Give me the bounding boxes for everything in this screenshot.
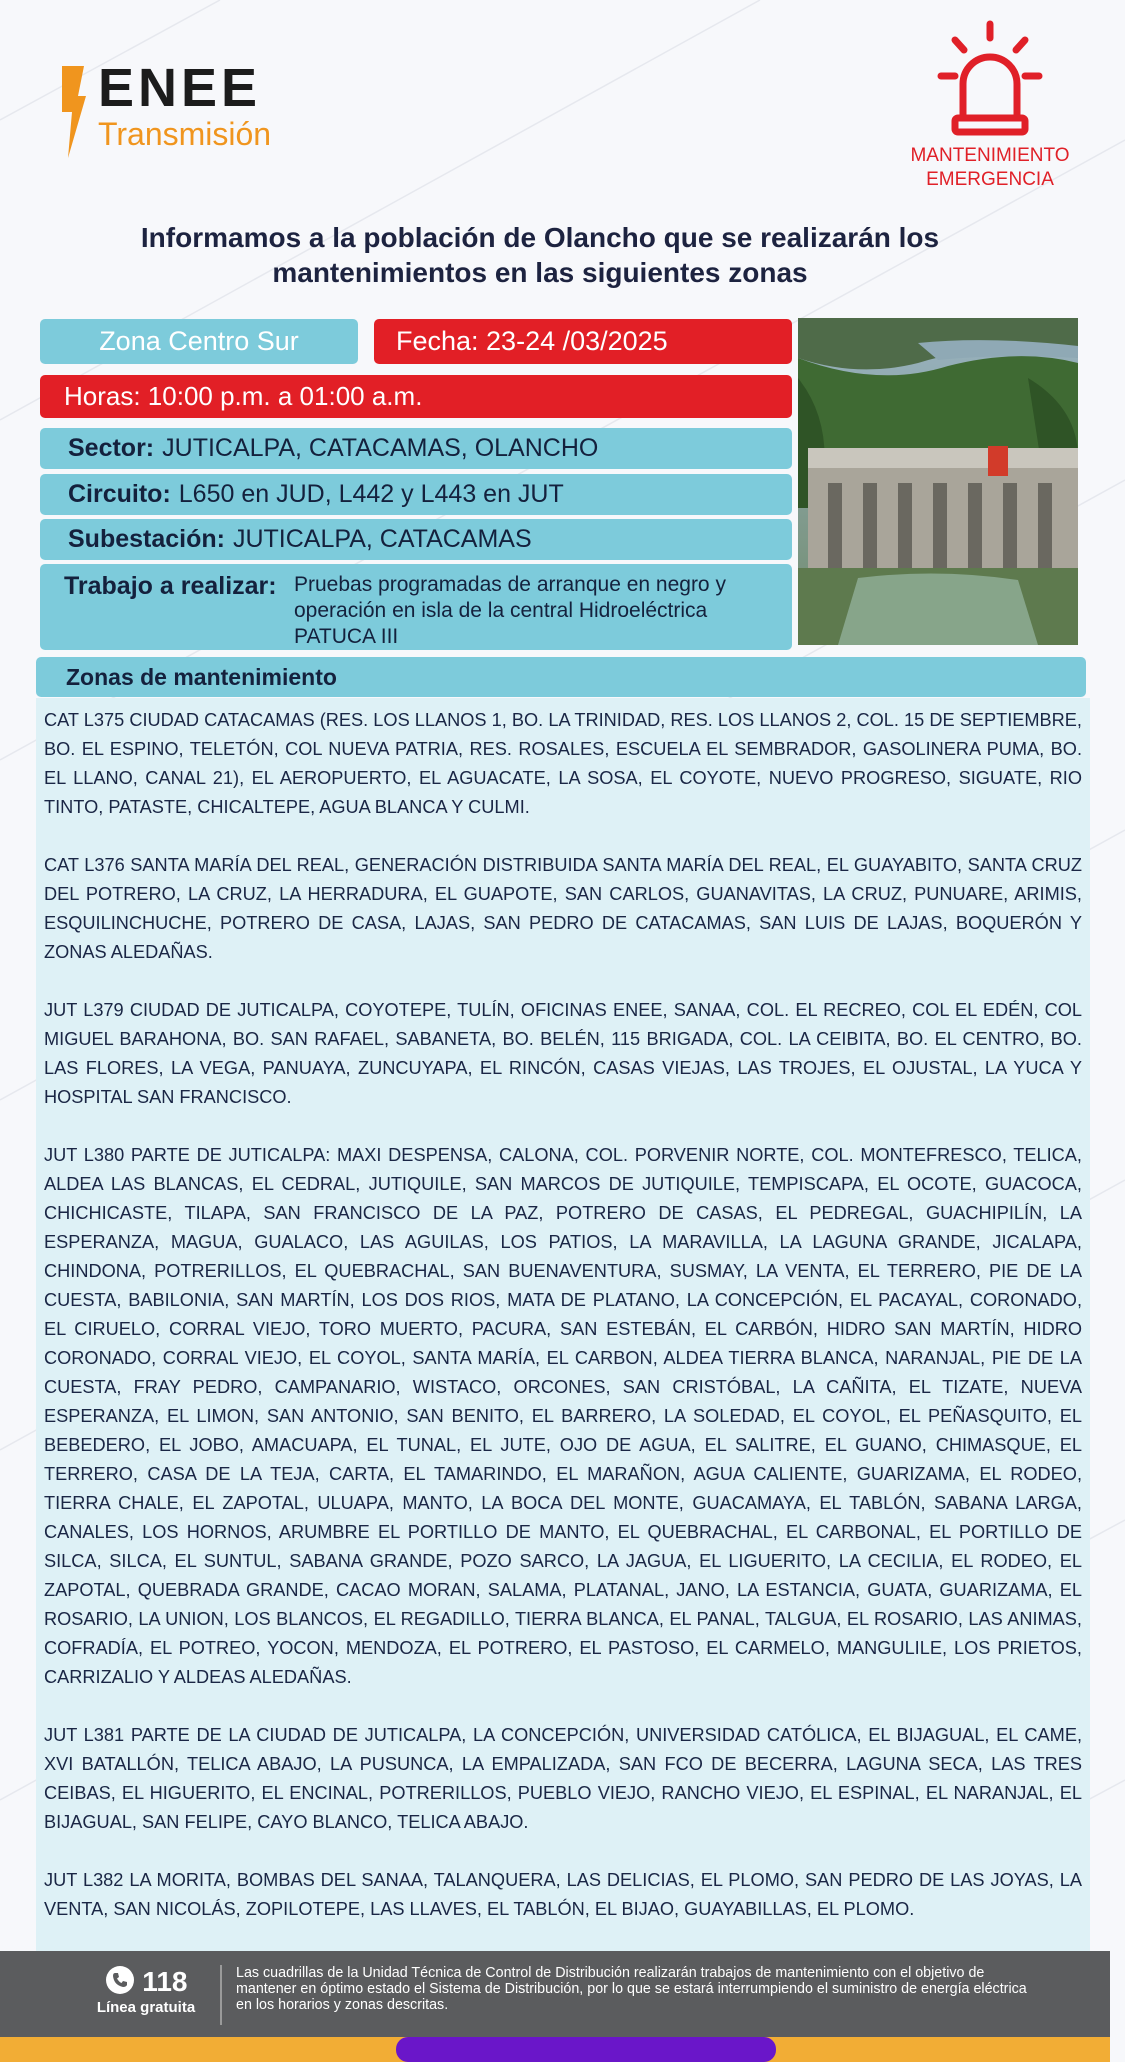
zona-badge: Zona Centro Sur [40, 319, 358, 364]
sector-value: JUTICALPA, CATACAMAS, OLANCHO [162, 434, 599, 462]
sector-label: Sector: [68, 434, 155, 462]
hotline-number: 118 [142, 1966, 188, 1997]
circuito-row [40, 474, 792, 515]
zone-paragraph-l379: JUT L379 CIUDAD DE JUTICALPA, COYOTEPE, TULÍN, OFICINAS ENEE, SANAA, COL. EL RECREO, COL EL EDÉN, COL MIGUEL BARAHONA, BO. SAN RAFAEL, SABANETA, BO. BELÉN, 115 BRIGADA, COL. LA CEIBITA, BO. EL CENTRO, BO. LAS FLORES, LA VEGA, PANUAYA, ZUNCUYAPA, EL RINCÓN, CASAS VIEJAS, LAS TROJES, EL OJUSTAL, LA YUCA Y HOSPITAL SAN FRANCISCO. [44, 1000, 1082, 1107]
zone-paragraph-l375: CAT L375 CIUDAD CATACAMAS (RES. LOS LLANOS 1, BO. LA TRINIDAD, RES. LOS LLANOS 2, COL. 15 DE SEPTIEMBRE, BO. EL ESPINO, TELETÓN, COL NUEVA PATRIA, RES. ROSALES, ESCUELA EL SEMBRADOR, GASOLINERA PUMA, BO. EL LLANO, CANAL 21), EL AEROPUERTO, EL AGUACATE, LA SOSA, EL COYOTE, NUEVO PROGRESO, SIGUATE, RIO TINTO, PATASTE, CHICALTEPE, AGUA BLANCA Y CULMI. [44, 710, 1082, 817]
footer-divider [220, 1965, 222, 2025]
hotline[interactable] [86, 1965, 206, 2017]
enee-logo [58, 58, 318, 158]
alert-line-2: EMERGENCIA [926, 169, 1054, 190]
dam-photo [798, 318, 1078, 645]
logo-mark-icon [58, 66, 88, 158]
subestacion-label: Subestación: [68, 525, 225, 553]
emergency-badge [880, 18, 1100, 198]
zone-paragraph-l381: JUT L381 PARTE DE LA CIUDAD DE JUTICALPA, LA CONCEPCIÓN, UNIVERSIDAD CATÓLICA, EL BIJAGUAL, EL CAME, XVI BATALLÓN, TELICA ABAJO, LA PUSUNCA, LA EMPALIZADA, SAN FCO DE BECERRA, LAGUNA SECA, LAS TRES CEIBAS, EL HIGUERITO, EL ENCINAL, POTRERILLOS, PUEBLO VIEJO, RANCHO VIEJO, EL ESPINAL, EL NARANJAL, EL BIJAGUAL, SAN FELIPE, CAYO BLANCO, TELICA ABAJO. [44, 1725, 1082, 1832]
zone-paragraph-l376: CAT L376 SANTA MARÍA DEL REAL, GENERACIÓN DISTRIBUIDA SANTA MARÍA DEL REAL, EL GUAYABITO, SANTA CRUZ DEL POTRERO, LA CRUZ, LA HERRADURA, EL GUAPOTE, SAN CARLOS, GUANAVITAS, LA CRUZ, PUNUARE, ARIMIS, ESQUILINCHUCHE, POTRERO DE CASA, LAJAS, SAN PEDRO DE CATACAMAS, SAN LUIS DE LAJAS, BOQUERÓN Y ZONAS ALEDAÑAS. [44, 855, 1082, 962]
subestacion-value: JUTICALPA, CATACAMAS [232, 525, 532, 553]
siren-icon [935, 18, 1045, 138]
bottom-color-bar [0, 2037, 1110, 2062]
footer [0, 1951, 1110, 2037]
trabajo-row [40, 564, 792, 650]
logo-title: ENEE [98, 58, 262, 118]
zonas-header: Zonas de mantenimiento [36, 657, 1086, 697]
alert-line-1: MANTENIMIENTO [910, 145, 1070, 166]
hotline-label: Línea gratuita [96, 1999, 196, 2016]
trabajo-label: Trabajo a realizar: [64, 572, 277, 600]
subestacion-row [40, 519, 792, 560]
circuito-label: Circuito: [68, 480, 171, 508]
zone-paragraph-l380: JUT L380 PARTE DE JUTICALPA: MAXI DESPENSA, CALONA, COL. PORVENIR NORTE, COL. MONTEFRESCO, TELICA, ALDEA LAS BLANCAS, EL CEDRAL, JUTIQUILE, SAN MARCOS DE JUTIQUILE, TEMPISCAPA, EL OCOTE, GUACOCA, CHICHICASTE, TILAPA, SAN FRANCISCO DE LA PAZ, POTRERO DE CASAS, EL PEDREGAL, GUACHIPILÍN, LA ESPERANZA, MAGUA, GUALACO, LAS AGUILAS, LOS PATIOS, LA MARAVILLA, LA LAGUNA GRANDE, JICALAPA, CHINDONA, POTRERILLOS, EL QUEBRACHAL, SAN BUENAVENTURA, SUSMAY, LA VENTA, EL TERRERO, PIE DE LA CUESTA, BABILONIA, SAN MARTÍN, LOS DOS RIOS, MATA DE PLATANO, LA CONCEPCIÓN, EL PACAYAL, CORONADO, EL CIRUELO, CORRAL VIEJO, TORO MUERTO, PACURA, SAN ESTEBÁN, EL CARBÓN, HIDRO SAN MARTÍN, HIDRO CORONADO, CORRAL VIEJO, EL COYOL, SANTA MARÍA, EL CARBON, ALDEA TIERRA BLANCA, NARANJAL, PIE DE LA CUESTA, FRAY PEDRO, CAMPANARIO, WISTACO, ORCONES, SAN CRISTÓBAL, LA CAÑITA, EL TIZATE, NUEVA ESPERANZA, EL LIMON, SAN ANTONIO, SAN BENITO, EL BARRERO, LA SOLEDAD, EL COYOL, EL PEÑASQUITO, EL BEBEDERO, EL JOBO, AMACUAPA, EL TUNAL, EL JUTE, OJO DE AGUA, EL SALITRE, EL GUANO, CHIMASQUE, EL TERRERO, CASA DE LA TEJA, CARTA, EL TAMARINDO, EL MARAÑON, AGUA CALIENTE, GUARIZAMA, EL RODEO, TIERRA CHALE, EL ZAPOTAL, ULUAPA, MANTO, LA BOCA DEL MONTE, GUACAMAYA, EL TABLÓN, SABANA LARGA, CANALES, LOS HORNOS, ARUMBRE EL PORTILLO DE MANTO, EL QUEBRACHAL, EL CARBONAL, EL PORTILLO DE SILCA, SILCA, EL SUNTUL, SABANA GRANDE, POZO SARCO, LA JAGUA, EL LIGUERITO, LA CECILIA, EL RODEO, EL ZAPOTAL, QUEBRADA GRANDE, CACAO MORAN, SALAMA, PLATANAL, JANO, LA ESTANCIA, GUATA, GUARIZAMA, EL ROSARIO, LA UNION, LOS BLANCOS, EL REGADILLO, TIERRA BLANCA, EL PANAL, TALGUA, EL ROSARIO, LAS ANIMAS, COFRADÍA, EL POTREO, YOCON, MENDOZA, EL POTRERO, EL PASTOSO, EL CARMELO, MANGULILE, LOS PRIETOS, CARRIZALIO Y ALDEAS ALEDAÑAS. [44, 1145, 1082, 1687]
fecha-badge: Fecha: 23-24 /03/2025 [374, 319, 792, 364]
sector-row [40, 428, 792, 469]
page-title: Informamos a la población de Olancho que se realizarán los mantenimientos en las siguientes zonas [140, 222, 940, 288]
footer-note: Las cuadrillas de la Unidad Técnica de Control de Distribución realizarán trabajos de mantenimiento con el objetivo de mantener en óptimo estado el Sistema de Distribución, por lo que se estará interrumpiendo el suministro de energía eléctrica en los horarios y zonas descritas. [236, 1965, 1027, 2013]
bottom-bar-accent [396, 2037, 776, 2062]
phone-icon [105, 1965, 135, 1995]
circuito-value: L650 en JUD, L442 y L443 en JUT [178, 480, 564, 508]
logo-subtitle: Transmisión [98, 116, 272, 152]
zone-paragraph-l382: JUT L382 LA MORITA, BOMBAS DEL SANAA, TALANQUERA, LAS DELICIAS, EL PLOMO, SAN PEDRO DE LAS JOYAS, LA VENTA, SAN NICOLÁS, ZOPILOTEPE, LAS LLAVES, EL TABLÓN, EL BIJAO, GUAYABILLAS, EL PLOMO. [44, 1870, 1082, 1919]
trabajo-value: Pruebas programadas de arranque en negro y operación en isla de la central Hidroeléctrica PATUCA III [294, 573, 726, 648]
zones-list [44, 706, 1082, 1953]
horas-badge: Horas: 10:00 p.m. a 01:00 a.m. [40, 375, 792, 418]
